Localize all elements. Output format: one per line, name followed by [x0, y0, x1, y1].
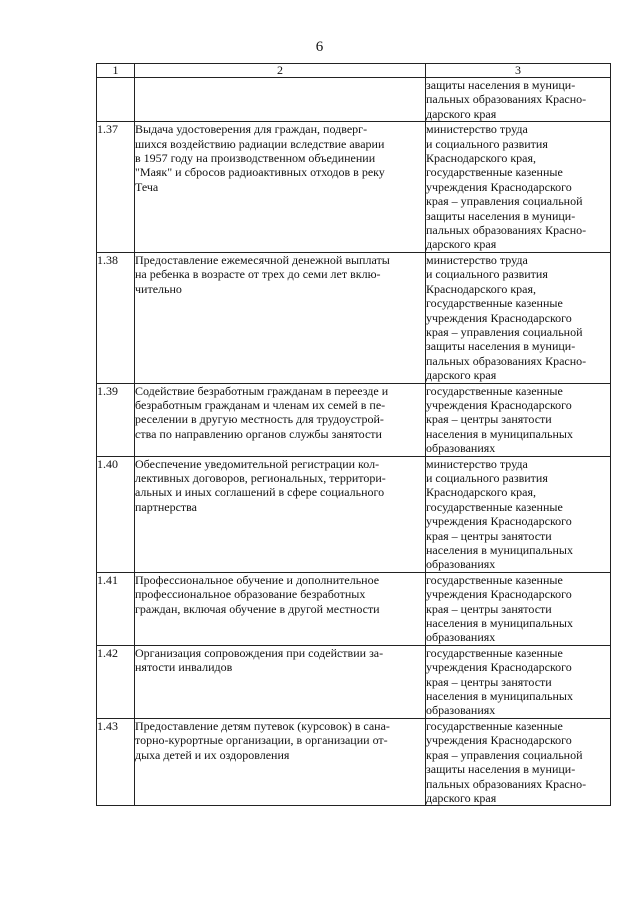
- service-description-line: торно-курортные организации, в организации от-: [135, 733, 388, 748]
- row-number: 1.37: [97, 122, 135, 253]
- responsible-organization-line: и социального развития: [426, 267, 548, 282]
- row-number: 1.39: [97, 383, 135, 456]
- responsible-organization-line: населения в муниципальных: [426, 616, 573, 631]
- responsible-organization-line: министерство труда: [426, 122, 528, 137]
- service-description-line: ства по направлению органов службы занятости: [135, 426, 382, 441]
- responsible-organization-line: учреждения Краснодарского: [426, 179, 572, 194]
- row-number: 1.41: [97, 572, 135, 645]
- column-header-3: 3: [426, 64, 611, 78]
- responsible-organization-line: государственные казенные: [426, 645, 563, 660]
- table-row: [97, 572, 611, 645]
- responsible-organization-line: дарского края: [426, 790, 497, 805]
- responsible-organization: [426, 645, 611, 718]
- responsible-organization-line: края – управления социальной: [426, 194, 583, 209]
- page-number: 6: [315, 39, 324, 55]
- responsible-organization-line: края – управления социальной: [426, 747, 583, 762]
- table-row: [97, 718, 611, 805]
- table-row: [97, 122, 611, 253]
- services-table: [96, 63, 611, 806]
- service-description-line: партнерства: [135, 499, 197, 514]
- service-description-line: Предоставление ежемесячной денежной выплаты: [135, 252, 390, 267]
- service-description-line: Предоставление детям путевок (курсовок) в сана-: [135, 718, 390, 733]
- responsible-organization-line: образованиях: [426, 441, 496, 456]
- row-number: 1.43: [97, 718, 135, 805]
- responsible-organization: [426, 252, 611, 383]
- service-description-line: в 1957 году на производственном объединении: [135, 151, 376, 166]
- responsible-organization: [426, 572, 611, 645]
- service-description: [135, 122, 426, 253]
- responsible-organization-line: учреждения Краснодарского: [426, 397, 572, 412]
- responsible-organization: [426, 78, 611, 122]
- responsible-organization-line: образованиях: [426, 703, 496, 718]
- responsible-organization-line: защиты населения в муници-: [426, 762, 576, 777]
- service-description-line: профессиональное образование безработных: [135, 587, 366, 602]
- responsible-organization-line: государственные казенные: [426, 718, 563, 733]
- responsible-organization-line: края – центры занятости: [426, 528, 552, 543]
- responsible-organization-line: края – управления социальной: [426, 324, 583, 339]
- service-description-line: дыха детей и их оздоровления: [135, 747, 290, 762]
- responsible-organization-line: учреждения Краснодарского: [426, 660, 572, 675]
- responsible-organization-line: и социального развития: [426, 470, 548, 485]
- service-description: [135, 718, 426, 805]
- responsible-organization-line: образованиях: [426, 557, 496, 572]
- service-description: [135, 645, 426, 718]
- responsible-organization-line: Краснодарского края,: [426, 151, 537, 166]
- row-number: [97, 78, 135, 122]
- responsible-organization-line: защиты населения в муници-: [426, 339, 576, 354]
- responsible-organization-line: Краснодарского края,: [426, 281, 537, 296]
- table-row: [97, 383, 611, 456]
- responsible-organization-line: защиты населения в муници-: [426, 208, 576, 223]
- table-row: [97, 645, 611, 718]
- responsible-organization-line: государственные казенные: [426, 499, 563, 514]
- responsible-organization-line: пальных образованиях Красно-: [426, 776, 587, 791]
- table-header-row: [97, 64, 611, 78]
- responsible-organization-line: дарского края: [426, 368, 497, 383]
- service-description-line: Выдача удостоверения для граждан, подверг-: [135, 122, 368, 137]
- service-description-line: реселении в другую местность для трудоустрой-: [135, 412, 384, 427]
- service-description-line: альных и иных соглашений в сфере социального: [135, 485, 385, 500]
- service-description: [135, 456, 426, 572]
- service-description-line: Теча: [135, 179, 159, 194]
- responsible-organization-line: защиты населения в муници-: [426, 78, 576, 92]
- responsible-organization-line: пальных образованиях Красно-: [426, 92, 587, 107]
- table-row: [97, 456, 611, 572]
- service-description-line: безработным гражданам и членам их семей в пе-: [135, 397, 386, 412]
- responsible-organization: [426, 456, 611, 572]
- responsible-organization-line: государственные казенные: [426, 383, 563, 398]
- responsible-organization-line: учреждения Краснодарского: [426, 733, 572, 748]
- responsible-organization: [426, 122, 611, 253]
- service-description-line: Профессиональное обучение и дополнительное: [135, 572, 380, 587]
- service-description-line: Содействие безработным гражданам в переезде и: [135, 383, 389, 398]
- responsible-organization-line: пальных образованиях Красно-: [426, 223, 587, 238]
- service-description: [135, 383, 426, 456]
- responsible-organization-line: Краснодарского края,: [426, 485, 537, 500]
- responsible-organization-line: государственные казенные: [426, 165, 563, 180]
- responsible-organization-line: края – центры занятости: [426, 601, 552, 616]
- responsible-organization: [426, 718, 611, 805]
- responsible-organization-line: и социального развития: [426, 136, 548, 151]
- responsible-organization-line: дарского края: [426, 237, 497, 252]
- responsible-organization-line: учреждения Краснодарского: [426, 587, 572, 602]
- responsible-organization-line: министерство труда: [426, 456, 528, 471]
- service-description-line: Организация сопровождения при содействии за-: [135, 645, 384, 660]
- responsible-organization-line: населения в муниципальных: [426, 689, 573, 704]
- responsible-organization-line: министерство труда: [426, 252, 528, 267]
- service-description-line: лективных договоров, региональных, территори-: [135, 470, 386, 485]
- responsible-organization-line: образованиях: [426, 630, 496, 645]
- service-description: [135, 572, 426, 645]
- responsible-organization-line: дарского края: [426, 106, 497, 121]
- responsible-organization: [426, 383, 611, 456]
- responsible-organization-line: государственные казенные: [426, 572, 563, 587]
- column-header-2: 2: [135, 64, 426, 78]
- service-description-line: граждан, включая обучение в другой местности: [135, 601, 380, 616]
- service-description-line: шихся воздействию радиации вследствие аварии: [135, 136, 385, 151]
- row-number: 1.38: [97, 252, 135, 383]
- table-body: [97, 78, 611, 806]
- responsible-organization-line: края – центры занятости: [426, 412, 552, 427]
- responsible-organization-line: учреждения Краснодарского: [426, 514, 572, 529]
- responsible-organization-line: населения в муниципальных: [426, 543, 573, 557]
- service-description-line: на ребенка в возрасте от трех до семи лет вклю-: [135, 267, 381, 282]
- service-description-line: "Маяк" и сбросов радиоактивных отходов в реку: [135, 165, 385, 180]
- service-description-line: Обеспечение уведомительной регистрации кол-: [135, 456, 380, 471]
- table-row: [97, 78, 611, 122]
- table-row: [97, 252, 611, 383]
- service-description-line: чительно: [135, 281, 182, 296]
- service-description: [135, 252, 426, 383]
- service-description: [135, 78, 426, 122]
- responsible-organization-line: населения в муниципальных: [426, 426, 573, 441]
- column-header-1: 1: [97, 64, 135, 78]
- service-description-line: нятости инвалидов: [135, 660, 233, 675]
- responsible-organization-line: государственные казенные: [426, 296, 563, 311]
- responsible-organization-line: пальных образованиях Красно-: [426, 353, 587, 368]
- responsible-organization-line: края – центры занятости: [426, 674, 552, 689]
- row-number: 1.40: [97, 456, 135, 572]
- row-number: 1.42: [97, 645, 135, 718]
- responsible-organization-line: учреждения Краснодарского: [426, 310, 572, 325]
